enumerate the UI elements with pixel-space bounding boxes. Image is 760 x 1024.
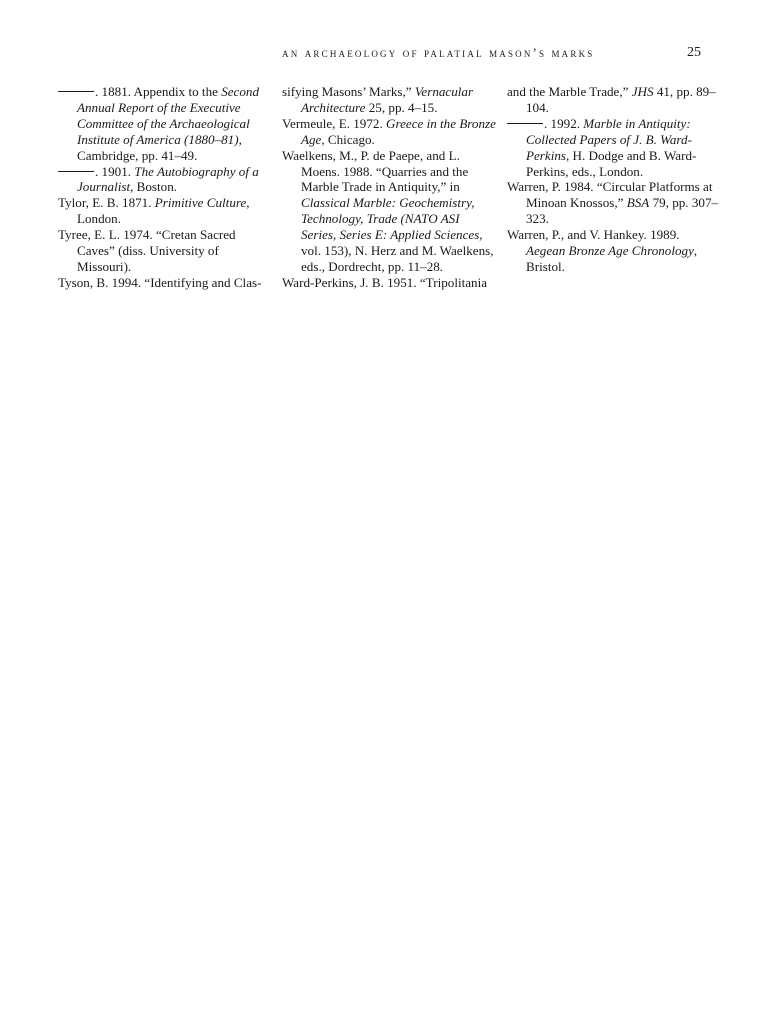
entry-title-italic: Aegean Bronze Age Chronology: [526, 243, 694, 259]
bibliography-entry: [507, 179, 722, 227]
entry-text: H. Dodge and B. Ward-Perkins, eds., London.: [526, 147, 697, 179]
bibliography-entry: [507, 84, 722, 116]
bibliography-entry: [58, 84, 268, 164]
entry-text: , Boston.: [130, 179, 178, 195]
entry-text: Tyree, E. L. 1974. “Cretan Sacred Caves” (diss. University of Missouri).: [58, 227, 236, 274]
bibliography-column-1: [58, 84, 268, 291]
entry-title-italic: Marble in Antiquity: Collected Papers of J. B. Ward-Perkins,: [526, 115, 692, 163]
bibliography-entry: [282, 148, 497, 275]
entry-text: . 1901.: [95, 163, 135, 179]
entry-title-italic: The Autobiography of a Journalist: [77, 163, 259, 195]
entry-text: . 1881. Appendix to the: [95, 84, 222, 99]
entry-title-italic: JHS: [631, 84, 654, 99]
entry-text: , London.: [77, 195, 250, 227]
entry-text: Cambridge, pp. 41–49.: [77, 147, 198, 163]
entry-title-italic: BSA: [626, 195, 650, 211]
bibliography-column-2: [282, 84, 497, 291]
bibliography-entry: [282, 275, 497, 291]
entry-text: , Bristol.: [526, 243, 698, 274]
repeat-author-dash: [58, 171, 94, 172]
entry-text: Tylor, E. B. 1871.: [58, 195, 155, 211]
entry-text: Warren, P. 1984. “Circular Platforms at Minoan Knossos,”: [507, 179, 713, 211]
bibliography-entry: [507, 227, 722, 275]
bibliography-entry: [507, 116, 722, 180]
entry-text: Ward-Perkins, J. B. 1951. “Tripolitania: [282, 274, 488, 290]
entry-title-italic: Greece in the Bronze Age: [301, 115, 496, 147]
repeat-author-dash: [507, 123, 543, 124]
entry-text: Vermeule, E. 1972.: [282, 115, 386, 131]
bibliography-entry: [58, 195, 268, 227]
entry-title-italic: Second Annual Report of the Executive Committee of the Archaeological Institute of America (1880–81),: [77, 84, 260, 147]
entry-text: and the Marble Trade,”: [507, 84, 632, 99]
bibliography-entry: [58, 164, 268, 196]
entry-text: 41, pp. 89–104.: [526, 84, 716, 115]
entry-text: Tyson, B. 1994. “Identifying and Clas-: [58, 274, 262, 290]
bibliography-entry: [282, 116, 497, 148]
entry-text: 79, pp. 307–323.: [526, 195, 719, 227]
running-head: an archaeology of palatial mason’s marks: [282, 46, 595, 60]
bibliography-column-3: [507, 84, 722, 275]
entry-title-italic: Primitive Culture: [154, 195, 247, 211]
bibliography-entry: [282, 84, 497, 116]
entry-title-italic: Classical Marble: Geochemistry, Technology, Trade (NATO ASI Series, Series E: Applied Sciences,: [301, 195, 483, 243]
entry-text: Warren, P., and V. Hankey. 1989.: [507, 227, 680, 243]
repeat-author-dash: [58, 91, 94, 92]
bibliography-entry: [58, 227, 268, 275]
entry-title-italic: Vernacular Architecture: [301, 84, 474, 115]
entry-text: . 1992.: [544, 115, 584, 131]
entry-text: , Chicago.: [321, 131, 375, 147]
page-number: 25: [687, 45, 701, 60]
entry-text: 25, pp. 4–15.: [365, 99, 438, 115]
entry-text: vol. 153), N. Herz and M. Waelkens, eds., Dordrecht, pp. 11–28.: [301, 243, 494, 274]
bibliography-entry: [58, 275, 268, 291]
entry-text: Waelkens, M., P. de Paepe, and L. Moens. 1988. “Quarries and the Marble Trade in Antiquity,” in: [282, 147, 469, 195]
entry-text: sifying Masons’ Marks,”: [282, 84, 415, 99]
